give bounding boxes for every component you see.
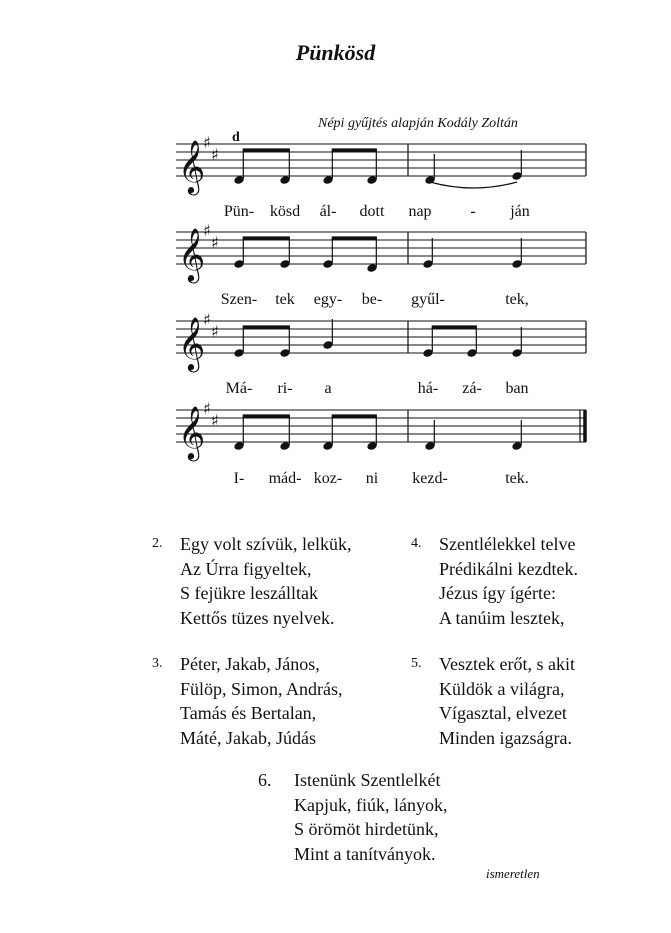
sharp-icon: ♯	[211, 322, 219, 341]
slur	[430, 182, 517, 188]
verse-line: Küldök a világra,	[439, 678, 565, 699]
lyric-syllable: ri-	[277, 380, 293, 397]
verse-line: Jézus így ígérte:	[439, 583, 556, 603]
treble-clef-icon: 𝄞	[178, 227, 206, 281]
verse-line: Az Úrra figyeltek,	[180, 558, 312, 579]
lyric-syllable: tek	[275, 291, 295, 308]
verse-line: Prédikálni kezdtek.	[439, 558, 578, 579]
verse-line: A tanúim lesztek,	[439, 607, 565, 628]
lyric-syllable: a	[324, 380, 332, 397]
verse-line: Tamás és Bertalan,	[180, 703, 317, 723]
verse-line: Máté, Jakab, Júdás	[180, 727, 316, 748]
verse-line: Mint a tanítványok.	[294, 843, 436, 864]
lyric-syllable: há-	[417, 380, 439, 397]
verse-4	[411, 532, 578, 630]
sharp-icon: ♯	[203, 221, 211, 240]
verse-number: 5.	[411, 656, 422, 671]
verse-number: 2.	[152, 536, 163, 551]
composer-credit: Népi gyűjtés alapján Kodály Zoltán	[318, 116, 518, 131]
verse-line: Fülöp, Simon, András,	[180, 678, 343, 699]
sharp-icon: ♯	[211, 411, 219, 430]
lyric-syllable: I-	[233, 470, 245, 487]
verse-number: 3.	[152, 656, 163, 671]
verse-line: Péter, Jakab, János,	[180, 654, 320, 674]
treble-clef-icon: 𝄞	[178, 139, 206, 193]
lyric-syllable: ban	[505, 380, 529, 397]
lyric-syllable: be-	[361, 291, 383, 308]
sharp-icon: ♯	[203, 310, 211, 329]
lyric-syllable: Pün-	[223, 203, 255, 220]
verse-line: Vesztek erőt, s akit	[439, 654, 575, 674]
verse-line: S fejükre leszálltak	[180, 583, 318, 603]
lyric-syllable: tek.	[505, 470, 529, 487]
treble-clef-icon: 𝄞	[178, 405, 206, 459]
verse-line: Istenünk Szentlelkét	[294, 770, 441, 790]
lyric-syllable: tek,	[505, 291, 529, 308]
lyric-syllable: ni	[365, 470, 379, 487]
verse-line: S örömöt hirdetünk,	[294, 819, 439, 839]
lyric-syllable: mád-	[268, 470, 302, 487]
lyric-syllable: -	[470, 203, 476, 220]
verse-2	[152, 532, 352, 630]
lyric-syllable: ál-	[319, 203, 337, 220]
lyric-syllable: zá-	[462, 380, 482, 397]
lyric-syllable: kösd	[269, 203, 301, 220]
verse-line: Kapjuk, fiúk, lányok,	[294, 794, 448, 815]
verse-line: Egy volt szívük, lelkük,	[180, 534, 352, 554]
sharp-icon: ♯	[203, 399, 211, 418]
verse-3	[152, 652, 343, 750]
verse-line: Vígasztal, elvezet	[439, 703, 567, 723]
sharp-icon: ♯	[211, 145, 219, 164]
footer-attribution: ismeretlen	[486, 866, 540, 881]
lyric-syllable: ján	[510, 203, 530, 220]
verse-5	[411, 652, 575, 750]
lyric-syllable: kezd-	[412, 470, 448, 487]
verse-number: 6.	[258, 770, 272, 790]
verse-number: 4.	[411, 536, 422, 551]
sharp-icon: ♯	[211, 233, 219, 252]
song-title: Pünkösd	[295, 40, 376, 65]
verse-line: Kettős tüzes nyelvek.	[180, 607, 335, 628]
lyric-syllable: gyűl-	[411, 291, 445, 308]
lyric-syllable: dott	[359, 203, 385, 220]
lyric-syllable: egy-	[313, 291, 343, 308]
verse-6	[258, 768, 448, 866]
tempo-mark: d	[232, 130, 240, 145]
lyric-syllable: koz-	[313, 470, 343, 487]
verse-line: Minden igazságra.	[439, 727, 572, 748]
verse-line: Szentlélekkel telve	[439, 534, 576, 554]
sharp-icon: ♯	[203, 133, 211, 152]
lyric-syllable: Má-	[225, 380, 253, 397]
treble-clef-icon: 𝄞	[178, 316, 206, 370]
lyric-syllable: Szen-	[220, 291, 258, 308]
lyric-syllable: nap	[408, 203, 432, 220]
